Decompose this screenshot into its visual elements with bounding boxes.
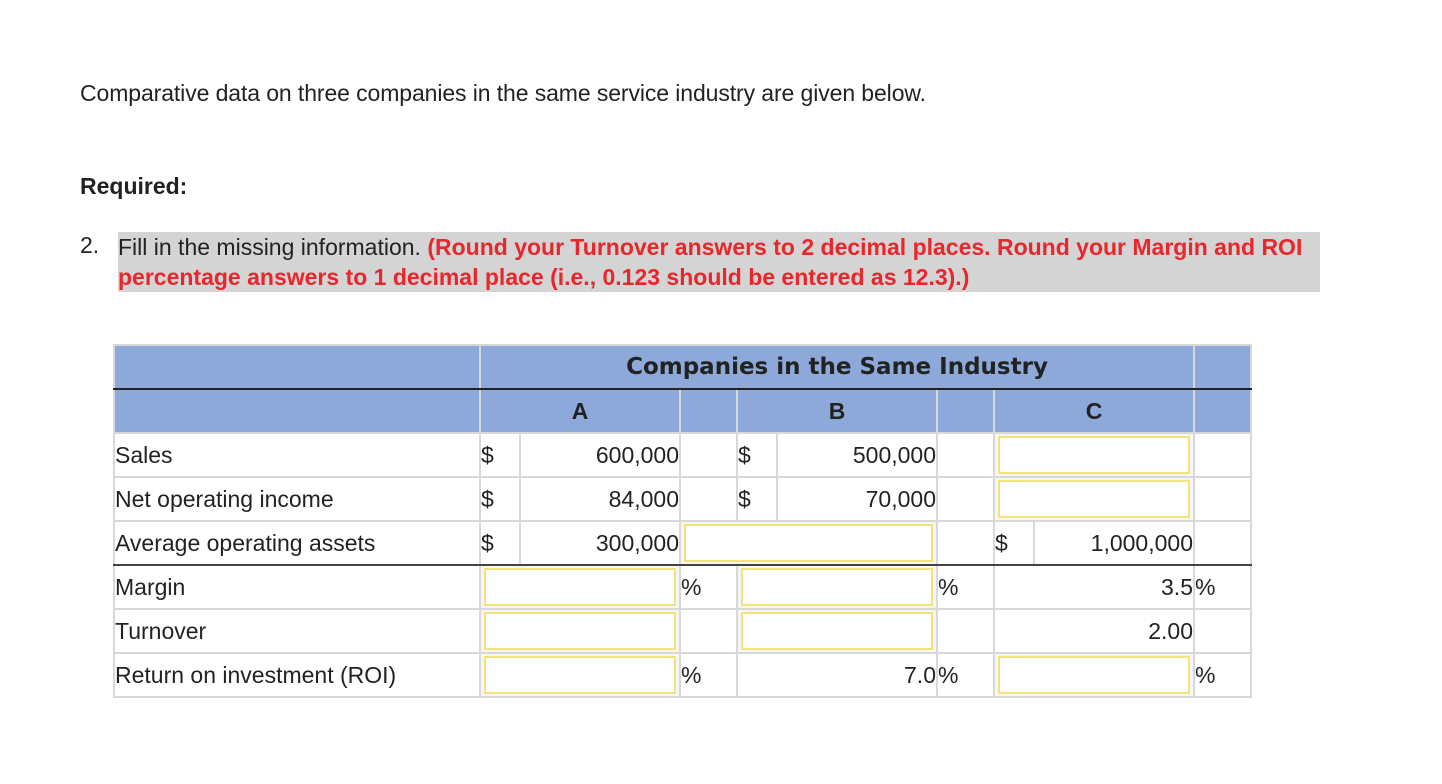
- sales-c-cell: [994, 433, 1194, 477]
- row-label-margin: Margin: [114, 565, 480, 609]
- column-header-row: [114, 389, 1251, 433]
- assets-a-value: 300,000: [520, 521, 680, 565]
- table-row: [114, 653, 1251, 697]
- header-blank: [937, 389, 994, 433]
- margin-b-cell: [737, 565, 937, 609]
- currency-symbol: $: [994, 521, 1034, 565]
- table-title-row: [114, 345, 1251, 389]
- question-text: Fill in the missing information.: [118, 234, 421, 260]
- header-blank: [114, 389, 480, 433]
- percent-sign: %: [1194, 565, 1251, 609]
- table-row: [114, 433, 1251, 477]
- turnover-a-cell: [480, 609, 680, 653]
- noi-a-value: 84,000: [520, 477, 680, 521]
- turnover-c-value: 2.00: [994, 609, 1194, 653]
- sales-a-value: 600,000: [520, 433, 680, 477]
- row-label-noi: Net operating income: [114, 477, 480, 521]
- noi-c-input[interactable]: [998, 480, 1190, 518]
- header-blank: [1194, 345, 1251, 389]
- sales-c-input[interactable]: [998, 436, 1190, 474]
- table-row: [114, 565, 1251, 609]
- currency-symbol: $: [480, 433, 520, 477]
- question-number: 2.: [80, 232, 100, 258]
- percent-sign: %: [680, 653, 737, 697]
- column-a-header: A: [480, 389, 680, 433]
- row-label-sales: Sales: [114, 433, 480, 477]
- sales-b-value: 500,000: [777, 433, 937, 477]
- table-row: [114, 609, 1251, 653]
- table-title: Companies in the Same Industry: [480, 345, 1194, 389]
- column-b-header: B: [737, 389, 937, 433]
- table-row: [114, 477, 1251, 521]
- roi-table: [113, 344, 1252, 698]
- assets-b-input[interactable]: [684, 524, 933, 562]
- assets-c-value: 1,000,000: [1034, 521, 1194, 565]
- noi-b-value: 70,000: [777, 477, 937, 521]
- header-blank: [1194, 389, 1251, 433]
- header-blank: [114, 345, 480, 389]
- margin-a-input[interactable]: [484, 568, 676, 606]
- roi-c-input[interactable]: [998, 656, 1190, 694]
- currency-symbol: $: [480, 477, 520, 521]
- rounding-instruction: (Round your Turnover answers to 2 decimal places. Round your Margin and ROI percentage answers to 1 decimal place (i.e., 0.123 should be entered as 12.3).): [118, 234, 1303, 290]
- currency-symbol: $: [480, 521, 520, 565]
- required-heading: Required:: [80, 173, 188, 199]
- turnover-a-input[interactable]: [484, 612, 676, 650]
- percent-sign: %: [937, 565, 994, 609]
- margin-b-input[interactable]: [741, 568, 933, 606]
- currency-symbol: $: [737, 477, 777, 521]
- roi-a-cell: [480, 653, 680, 697]
- margin-a-cell: [480, 565, 680, 609]
- turnover-b-cell: [737, 609, 937, 653]
- header-blank: [680, 389, 737, 433]
- table-row: [114, 521, 1251, 565]
- turnover-b-input[interactable]: [741, 612, 933, 650]
- row-label-turnover: Turnover: [114, 609, 480, 653]
- noi-c-cell: [994, 477, 1194, 521]
- percent-sign: %: [680, 565, 737, 609]
- row-label-assets: Average operating assets: [114, 521, 480, 565]
- margin-c-value: 3.5: [994, 565, 1194, 609]
- row-label-roi: Return on investment (ROI): [114, 653, 480, 697]
- roi-a-input[interactable]: [484, 656, 676, 694]
- roi-b-value: 7.0: [737, 653, 937, 697]
- question-box: [118, 232, 1320, 292]
- percent-sign: %: [937, 653, 994, 697]
- currency-symbol: $: [737, 433, 777, 477]
- percent-sign: %: [1194, 653, 1251, 697]
- column-c-header: C: [994, 389, 1194, 433]
- roi-c-cell: [994, 653, 1194, 697]
- assets-b-cell: [680, 521, 937, 565]
- intro-text: Comparative data on three companies in the same service industry are given below.: [80, 80, 926, 106]
